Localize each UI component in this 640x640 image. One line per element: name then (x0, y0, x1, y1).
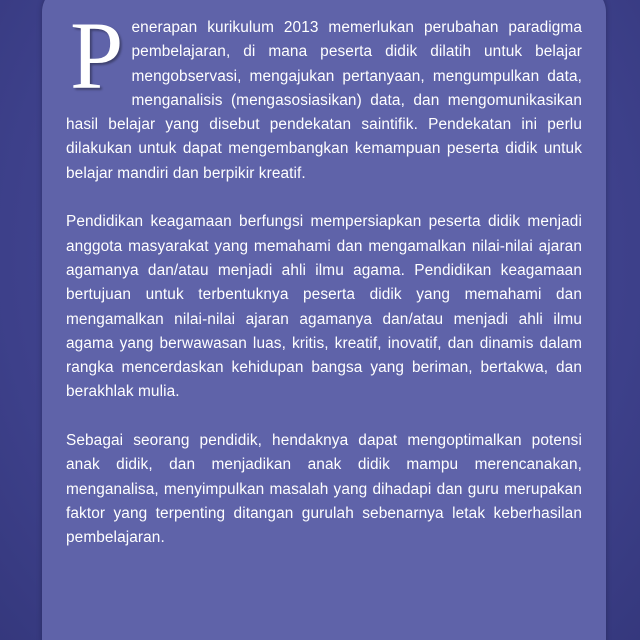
paragraph-1-text: enerapan kurikulum 2013 memerlukan perubahan paradigma pembelajaran, di mana peserta didik dilatih untuk belajar mengobservasi, mengajukan pertanyaan, mengumpulkan data, menganalisis (mengasosiasikan) data, dan mengomunikasikan hasil belajar yang disebut pendekatan saintifik. Pendekatan ini perlu dilakukan untuk dapat mengembangkan kemampuan peserta didik untuk belajar mandiri dan berpikir kreatif. (66, 19, 582, 182)
drop-cap: P (70, 2, 124, 109)
paragraph-2: Pendidikan keagamaan berfungsi mempersiapkan peserta didik menjadi anggota masyarakat yang memahami dan mengamalkan nilai-nilai ajaran agamanya dan/atau menjadi ahli ilmu agama. Pendidikan keagamaan bertujuan untuk terbentuknya peserta didik yang memahami dan mengamalkan nilai-nilai ajaran agamanya dan/atau menjadi ahli ilmu agama yang berwawasan luas, kritis, kreatif, inovatif, dan dinamis dalam rangka mencerdaskan kehidupan bangsa yang beriman, bertakwa, dan berakhlak mulia. (66, 213, 582, 401)
paragraph-3: Sebagai seorang pendidik, hendaknya dapat mengoptimalkan potensi anak didik, dan menjadikan anak didik mampu merencanakan, menganalisa, menyimpulkan masalah yang dihadapi dan guru merupakan faktor yang terpenting ditangan gurulah sebenarnya letak keberhasilan pembelajaran. (66, 432, 582, 547)
document-body (66, 2, 582, 575)
paragraph-1 (66, 2, 582, 186)
